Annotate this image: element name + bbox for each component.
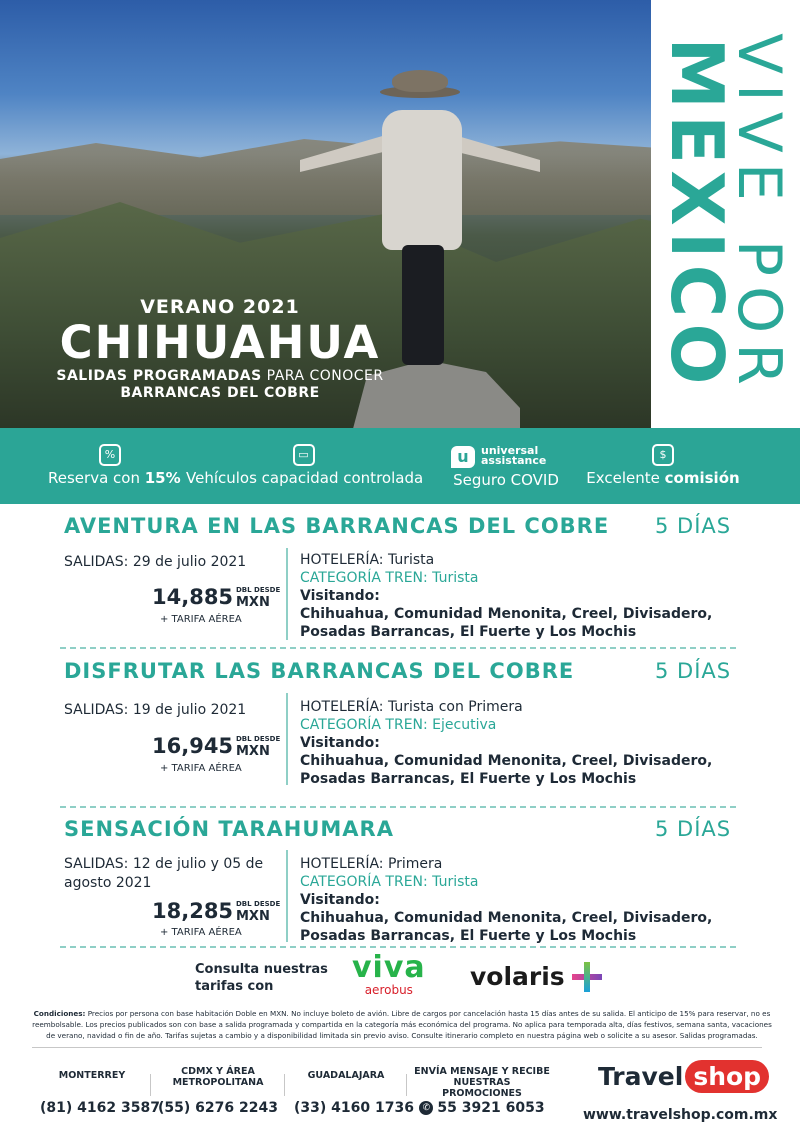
contact-monterrey: MONTERREY (81) 4162 3587 — [40, 1070, 160, 1116]
feature-reserva: % Reserva con 15% — [48, 444, 172, 487]
hoteleria: HOTELERÍA: Turista con Primera — [300, 699, 523, 715]
bus-icon: ▭ — [293, 444, 315, 466]
tagline-line2: BARRANCAS DEL COBRE — [120, 385, 320, 401]
package-salidas: SALIDAS: 12 de julio y 05 de agosto 2021 — [64, 856, 264, 891]
package-currency: MXN — [236, 595, 270, 610]
vive-por-mexico-banner — [651, 0, 800, 428]
money-icon: $ — [652, 444, 674, 466]
package-tarifa: + TARIFA AÉREA — [160, 763, 242, 774]
visitando-line1: Chihuahua, Comunidad Menonita, Creel, Divisadero, — [300, 910, 713, 926]
package-title: AVENTURA EN LAS BARRANCAS DEL COBRE — [64, 514, 610, 538]
visitando-label: Visitando: — [300, 735, 380, 751]
package-divider — [286, 850, 288, 942]
phone-guadalajara[interactable]: (33) 4160 1736 — [294, 1100, 414, 1116]
categoria-tren: CATEGORÍA TREN: Ejecutiva — [300, 717, 497, 733]
package-info — [300, 551, 740, 641]
footer-divider — [32, 1047, 762, 1048]
tagline: SALIDAS PROGRAMADAS PARA CONOCER — [56, 368, 384, 384]
package-title: SENSACIÓN TARAHUMARA — [64, 817, 394, 841]
package-salidas: SALIDAS: 19 de julio 2021 — [64, 702, 247, 718]
package-currency: MXN — [236, 909, 270, 924]
package-days: 5 DÍAS — [655, 817, 732, 841]
contact-guadalajara: GUADALAJARA (33) 4160 1736 — [294, 1070, 414, 1116]
feature-seguro: u universal assistance Seguro COVID — [446, 446, 566, 489]
visitando-line2: Posadas Barrancas, El Fuerte y Los Mochis — [300, 928, 637, 944]
visitando-line2: Posadas Barrancas, El Fuerte y Los Mochis — [300, 771, 637, 787]
volaris-plus-icon — [572, 962, 602, 992]
package-days: 5 DÍAS — [655, 514, 732, 538]
package-price: 16,945 — [152, 734, 234, 758]
feature-vehiculos: ▭ Vehículos capacidad controlada — [186, 444, 421, 487]
package-divider — [286, 548, 288, 640]
package-salidas: SALIDAS: 29 de julio 2021 — [64, 554, 247, 570]
volaris-logo: volaris — [470, 962, 565, 991]
package-price-meta: DBL DESDE — [236, 586, 281, 594]
categoria-tren: CATEGORÍA TREN: Turista — [300, 874, 479, 890]
hoteleria: HOTELERÍA: Primera — [300, 856, 443, 872]
package-info — [300, 698, 740, 788]
package-currency: MXN — [236, 744, 270, 759]
visitando-line2: Posadas Barrancas, El Fuerte y Los Mochis — [300, 624, 637, 640]
visitando-label: Visitando: — [300, 892, 380, 908]
visitando-line1: Chihuahua, Comunidad Menonita, Creel, Divisadero, — [300, 753, 713, 769]
package-tarifa: + TARIFA AÉREA — [160, 614, 242, 625]
season-label: VERANO 2021 — [140, 296, 300, 318]
phone-whatsapp[interactable]: ✆ 55 3921 6053 — [414, 1100, 550, 1116]
contact-cdmx: CDMX Y ÁREA METROPOLITANA (55) 6276 2243 — [158, 1066, 278, 1116]
universal-assistance-logo: u universal assistance — [451, 446, 561, 468]
destination-title: CHIHUAHUA — [59, 316, 381, 369]
package-info — [300, 855, 740, 945]
package-price: 14,885 — [152, 585, 234, 609]
categoria-tren: CATEGORÍA TREN: Turista — [300, 570, 479, 586]
package-price-meta: DBL DESDE — [236, 900, 281, 908]
package-days: 5 DÍAS — [655, 659, 732, 683]
visitando-label: Visitando: — [300, 588, 380, 604]
package-tarifa: + TARIFA AÉREA — [160, 927, 242, 938]
whatsapp-icon: ✆ — [419, 1101, 433, 1115]
hoteleria: HOTELERÍA: Turista — [300, 552, 435, 568]
section-separator — [60, 946, 736, 948]
consulta-text: Consulta nuestras tarifas con — [195, 962, 328, 994]
package-title: DISFRUTAR LAS BARRANCAS DEL COBRE — [64, 659, 575, 683]
section-separator — [60, 647, 736, 649]
phone-monterrey[interactable]: (81) 4162 3587 — [40, 1100, 160, 1116]
contact-whatsapp: ENVÍA MENSAJE Y RECIBE NUESTRAS PROMOCIONES ✆ 55 3921 6053 — [414, 1066, 550, 1116]
hero-text — [40, 296, 400, 402]
banner-line2: MEXICO — [655, 37, 739, 391]
package-divider — [286, 693, 288, 785]
visitando-line1: Chihuahua, Comunidad Menonita, Creel, Divisadero, — [300, 606, 713, 622]
travelshop-logo: Travel shop — [598, 1060, 769, 1093]
website-link[interactable]: www.travelshop.com.mx — [583, 1107, 778, 1123]
percent-bag-icon: % — [99, 444, 121, 466]
conditions-text: Condiciones: Precios por persona con base habitación Doble en MXN. No incluye boleto de avión. Libre de cargos por cancelación hasta 15 días antes de su salida. El anticipo de 15% para reservar, no es reembolsable. Los precios publicados son con base a salida programada y compartida en la categoría más económica del programa. No aplica para temporada alta, días festivos, semana santa, vacaciones de verano, navidad o fin de año. Tarifas sujetas a cambio y a disponibilidad limitada sin previo aviso. Consulte itinerario completo en nuestra página web o solicite a su asesor. Salidas programadas. — [32, 1009, 772, 1040]
features-bar — [0, 428, 800, 504]
package-price: 18,285 — [152, 899, 234, 923]
package-price-meta: DBL DESDE — [236, 735, 281, 743]
phone-cdmx[interactable]: (55) 6276 2243 — [158, 1100, 278, 1116]
feature-comision: $ Excelente comisión — [583, 444, 743, 487]
banner-line1: VIVE POR — [724, 33, 794, 395]
section-separator — [60, 806, 736, 808]
viva-aerobus-logo: viva aerobus — [352, 950, 426, 997]
